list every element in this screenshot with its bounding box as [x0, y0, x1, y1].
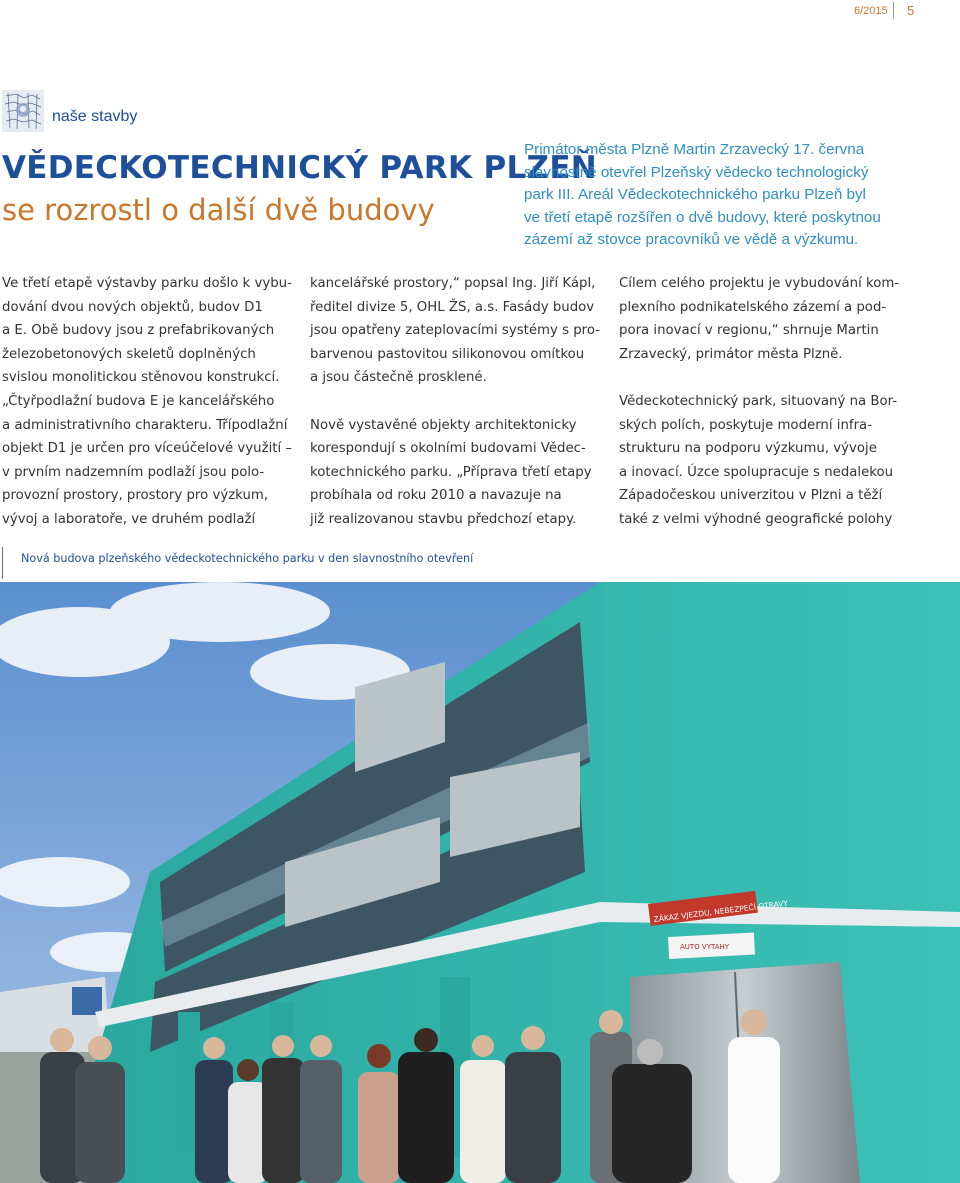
body-line: kancelářské prostory,“ popsal Ing. Jiří Kápl,: [310, 276, 596, 291]
body-column-1: [2, 272, 292, 532]
body-line: a inovací. Úzce spolupracuje s nedalekou: [619, 464, 894, 480]
body-line: Cílem celého projektu je vybudování kom-: [619, 276, 900, 291]
paragraph-gap: [310, 390, 600, 414]
body-line: vývoj a laboratoře, ve druhém podlaží: [2, 511, 256, 527]
warning-sign-text: ZÁKAZ VJEZDU, NEBEZPEČÍ OTRAVY: [653, 898, 789, 924]
body-line: Ve třetí etapě výstavby parku došlo k vybu-: [2, 276, 292, 291]
body-line: pora inovací v regionu,“ shrnuje Martin: [619, 323, 879, 339]
lead-line: slavnostně otevřel Plzeňský vědecko technologický: [524, 163, 869, 181]
body-line: a administrativního charakteru. Třípodlažní: [2, 417, 288, 433]
body-line: ských polích, poskytuje moderní infra-: [619, 417, 872, 433]
distant-logo-sign: [72, 987, 102, 1015]
body-line: také z velmi výhodné geografické polohy: [619, 511, 893, 527]
body-line: Nově vystavěné objekty architektonicky: [310, 417, 577, 433]
body-line: strukturu na podporu výzkumu, vývoje: [619, 441, 877, 457]
section-logo-icon: [2, 90, 44, 132]
body-line: ředitel divize 5, OHL ŽS, a.s. Fasády budov: [310, 299, 595, 315]
caption-rule: [2, 547, 3, 579]
body-line: a jsou částečně prosklené.: [310, 370, 487, 386]
lead-line: Primátor města Plzně Martin Zrzavecký 17. června: [524, 141, 865, 158]
photo-caption: Nová budova plzeňského vědeckotechnického parku v den slavnostního otevření: [21, 552, 474, 565]
paragraph-gap: [619, 366, 919, 390]
body-line: Zrzavecký, primátor města Plzně.: [619, 346, 843, 362]
body-line: v prvním nadzemním podlaží jsou polo-: [2, 464, 265, 480]
body-line: plexního podnikatelského zázemí a pod-: [619, 299, 887, 315]
body-line: a E. Obě budovy jsou z prefabrikovaných: [2, 323, 275, 339]
body-line: provozní prostory, prostory pro výzkum,: [2, 488, 269, 504]
lead-paragraph: [524, 139, 954, 252]
body-line: svislou monolitickou stěnovou konstrukcí.: [2, 370, 280, 386]
lead-line: zázemí až stovce pracovníků ve vědě a výzkumu.: [524, 231, 859, 248]
body-column-3: [619, 272, 919, 532]
body-line: již realizovanou stavbu předchozí etapy.: [310, 511, 577, 527]
headline-main: VĚDECKOTECHNICKÝ PARK PLZEŇ: [2, 150, 598, 186]
issue-number: 6/2015: [854, 5, 888, 17]
body-line: železobetonových skeletů doplněných: [2, 346, 256, 362]
body-line: kotechnického parku. „Příprava třetí etapy: [310, 464, 592, 480]
section-label: naše stavby: [52, 108, 138, 125]
body-line: probíhala od roku 2010 a navazuje na: [310, 488, 562, 504]
body-column-2: [310, 272, 600, 532]
page-number: 5: [907, 3, 915, 18]
body-line: barvenou pastovitou silikonovou omítkou: [310, 346, 585, 362]
lead-line: ve třetí etapě rozšířen o dvě budovy, které poskytnou: [524, 208, 881, 226]
header-divider: [893, 2, 894, 19]
body-line: Západočeskou univerzitou v Plzni a těží: [619, 488, 883, 504]
lead-line: park III. Areál Vědeckotechnického parku Plzeň byl: [524, 186, 866, 203]
body-line: objekt D1 je určen pro víceúčelové využití –: [2, 441, 293, 457]
body-line: jsou opatřeny zateplovacími systémy s pro-: [310, 323, 601, 339]
body-line: korespondují s okolními budovami Vědec-: [310, 441, 586, 457]
body-line: dování dvou nových objektů, budov D1: [2, 299, 263, 315]
elevator-sign-text: AUTO VYTAHY: [680, 943, 730, 951]
headline-sub: se rozrostl o další dvě budovy: [2, 193, 435, 227]
building-photo: [0, 582, 960, 1183]
body-line: Vědeckotechnický park, situovaný na Bor-: [619, 393, 898, 409]
body-line: „Čtyřpodlažní budova E je kancelářského: [2, 393, 275, 409]
